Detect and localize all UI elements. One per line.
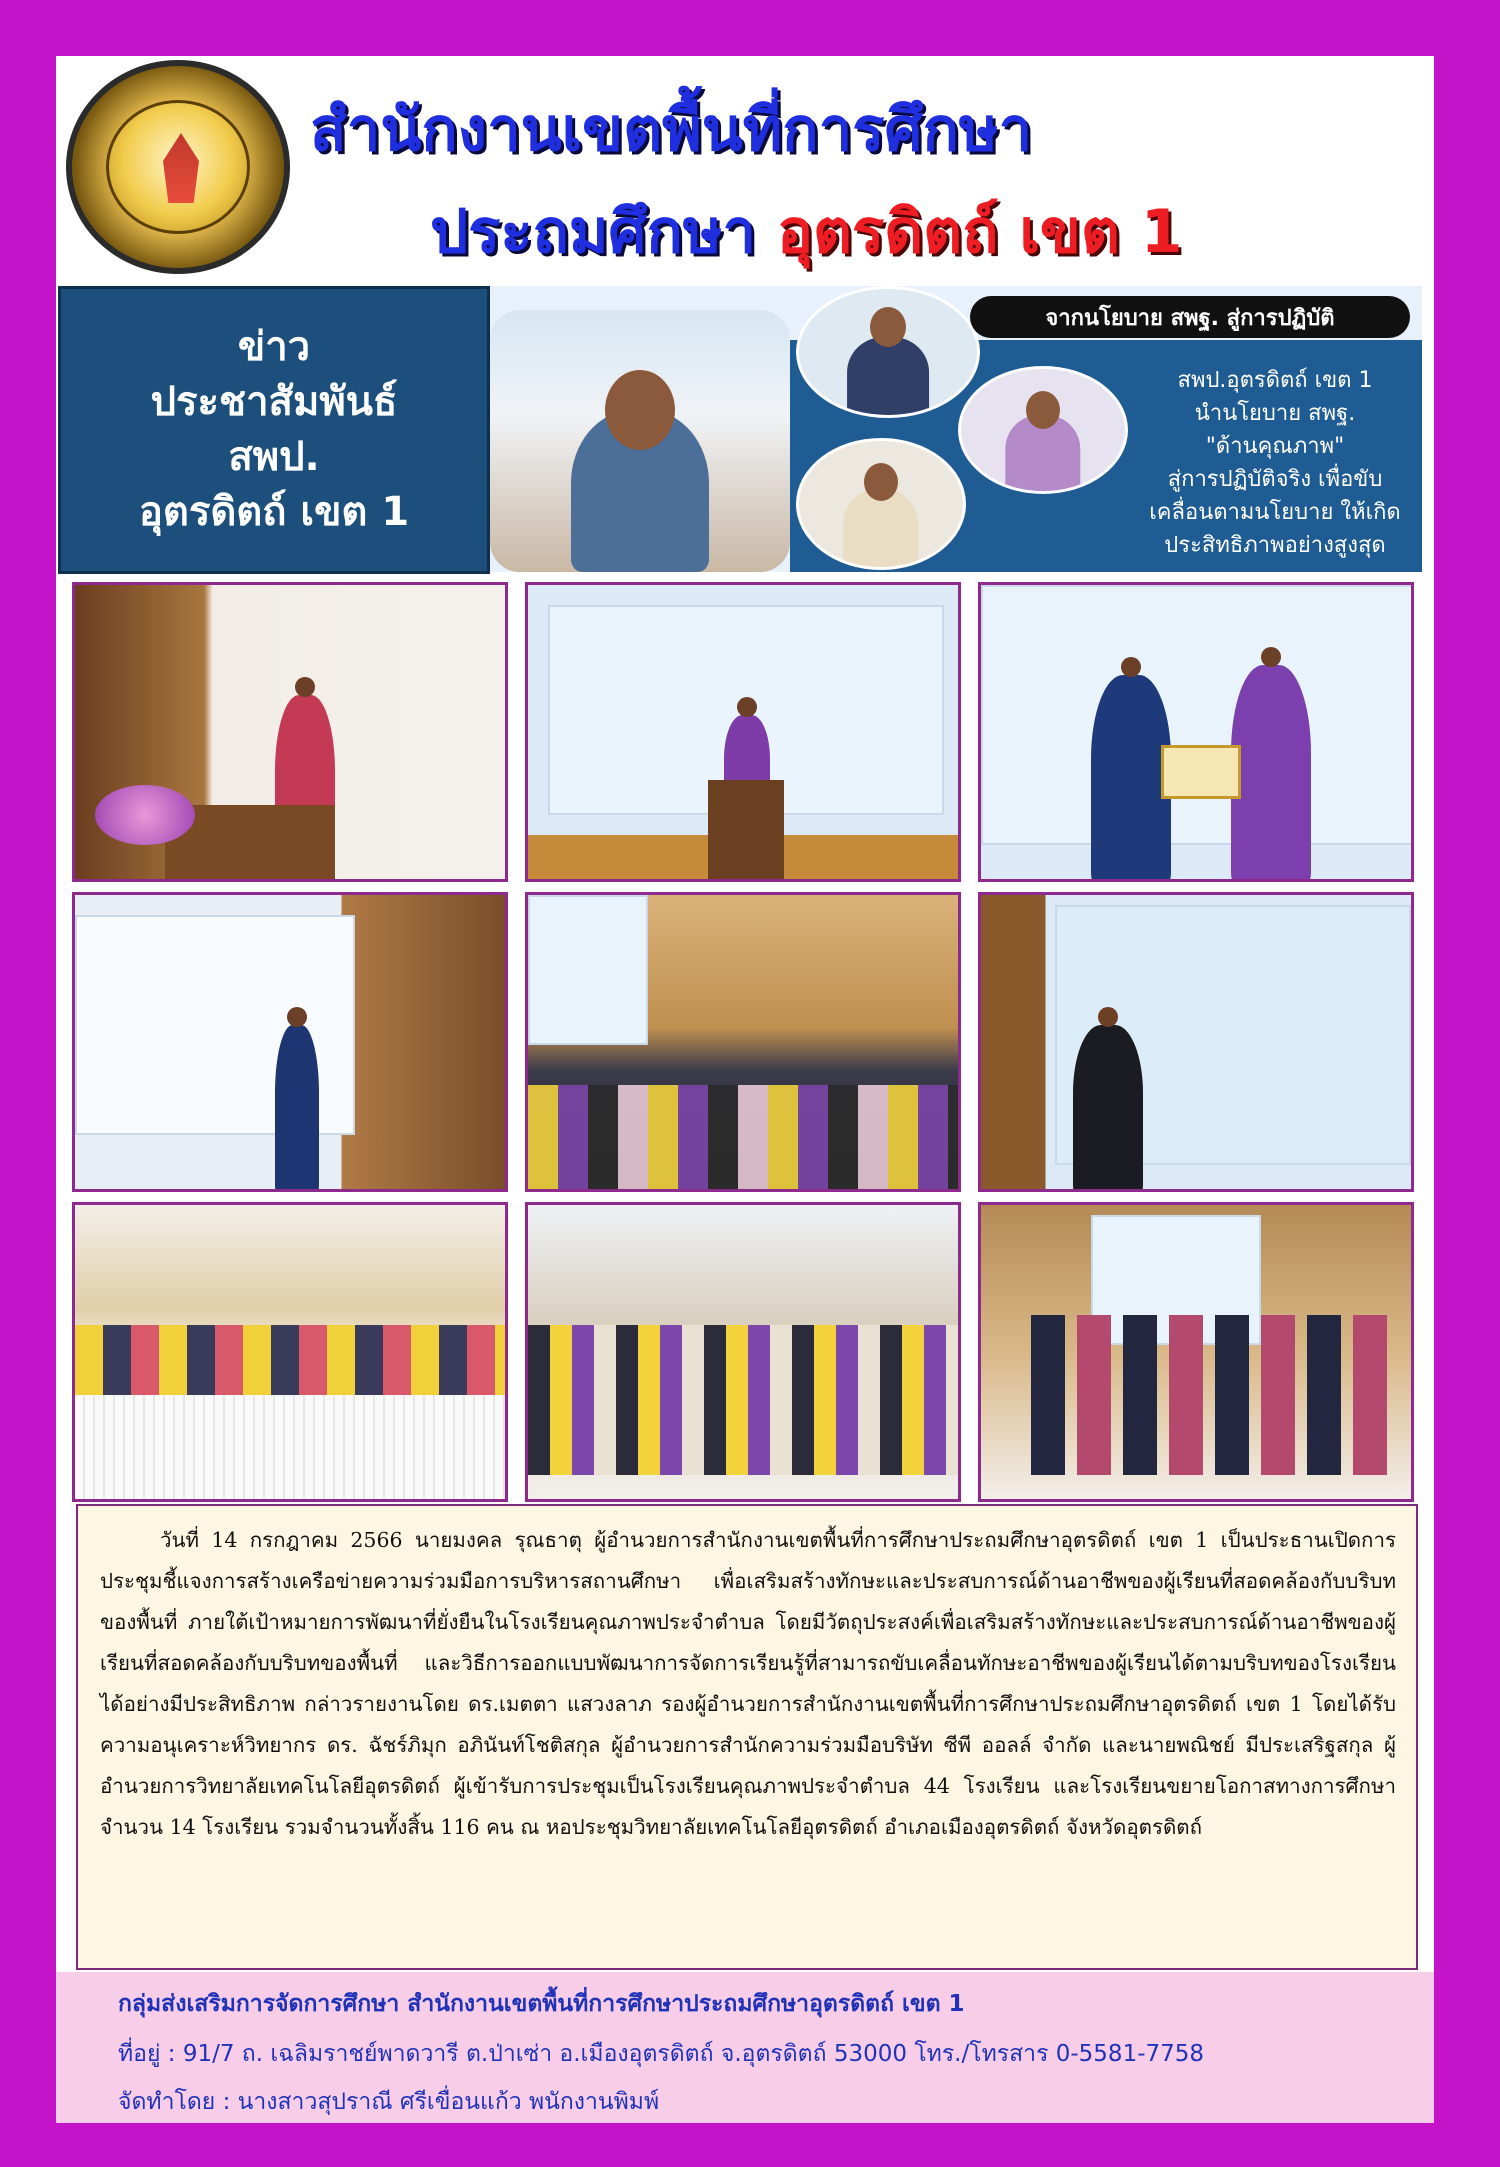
news-box-line-2: ประชาสัมพันธ์ — [150, 379, 398, 425]
director-head — [605, 370, 675, 450]
news-box-line-4: อุตรดิตถ์ เขต 1 — [138, 489, 410, 535]
news-box — [58, 286, 490, 574]
banner-line-2: นำนโยบาย สพฐ. — [1194, 401, 1356, 426]
photo-certificate — [978, 582, 1414, 882]
photo-stage-banner — [525, 582, 961, 882]
group-crowd — [528, 1325, 961, 1475]
cpall-speaker — [275, 1025, 319, 1192]
recipient-figure — [1091, 675, 1171, 882]
banner-line-6: ประสิทธิภาพอย่างสูงสุด — [1164, 533, 1386, 558]
footer-group: กลุ่มส่งเสริมการจัดการศึกษา สำนักงานเขตพื้นที่การศึกษาประถมศึกษาอุตรดิตถ์ เขต 1 — [118, 1991, 965, 2017]
banner-photo-woman-2 — [796, 438, 966, 570]
woman-1-head — [1026, 391, 1060, 429]
title-line-2-blue: ประถมศึกษา — [430, 197, 757, 267]
speaker-head — [870, 307, 906, 347]
footer-prepared-by: จัดทำโดย : นางสาวสุปราณี ศรีเขื่อนแก้ว พนักงานพิมพ์ — [118, 2089, 660, 2115]
photo-audience — [525, 892, 961, 1192]
footer-address: ที่อยู่ : 91/7 ถ. เฉลิมราชย์พาดวารี ต.ป่าเซ่า อ.เมืองอุตรดิตถ์ จ.อุตรดิตถ์ 53000 โทร./โทรสาร 0-5581-7758 — [118, 2041, 1205, 2067]
seal-emblem-icon — [163, 133, 199, 203]
presenter-figure — [1231, 665, 1311, 882]
banner-tagline: จากนโยบาย สพฐ. สู่การปฏิบัติ — [970, 296, 1410, 338]
news-box-line-1: ข่าว — [237, 324, 311, 370]
banner-photo-director — [490, 310, 790, 572]
presenter-figure — [1073, 1025, 1143, 1192]
photo-participants-table — [72, 1202, 508, 1502]
banner-photo-woman-1 — [958, 366, 1128, 494]
speaker-figure — [847, 337, 929, 415]
lectern — [708, 780, 784, 882]
seated-participants — [75, 1325, 508, 1395]
news-box-line-3: สพป. — [228, 434, 320, 480]
photo-cpall-presentation — [72, 892, 508, 1192]
tablecloth — [75, 1395, 508, 1502]
article-body: วันที่ 14 กรกฎาคม 2566 นายมงคล รุณธาตุ ผู้อำนวยการสำนักงานเขตพื้นที่การศึกษาประถมศึกษาอุตรดิตถ์ เขต 1 เป็นประธานเปิดการประชุมชี้แจงการสร้างเครือข่ายความร่วมมือการบริหารสถานศึกษา เพื่อเสริมสร้างทักษะและประสบการณ์ด้านอาชีพของผู้เรียนที่สอดคล้องกับบริบทของพื้นที่ ภายใต้เป้าหมายการพัฒนาที่ยั่งยืนในโรงเรียนคุณภาพประจำตำบล โดยมีวัตถุประสงค์เพื่อเสริมสร้างทักษะและประสบการณ์ด้านอาชีพของผู้เรียนที่สอดคล้องกับบริบทของพื้นที่ และวิธีการออกแบบพัฒนาการจัดการเรียนรู้ที่สามารถขับเคลื่อนทักษะอาชีพของผู้เรียนได้ตามบริบทของโรงเรียนได้อย่างมีประสิทธิภาพ กล่าวรายงานโดย ดร.เมตตา แสวงลาภ รองผู้อำนวยการสำนักงานเขตพื้นที่การศึกษาประถมศึกษาอุตรดิตถ์ เขต 1 โดยได้รับความอนุเคราะห์วิทยากร ดร. ฉัชร์ภิมุก อภินันท์โชติสกุล ผู้อำนวยการสำนักความร่วมมือบริษัท ซีพี ออลล์ จำกัด และนายพณิชย์ มีประเสริฐสกุล ผู้อำนวยการวิทยาลัยเทคโนโลยีอุตรดิตถ์ ผู้เข้ารับการประชุมเป็นโรงเรียนคุณภาพประจำตำบล 44 โรงเรียน และโรงเรียนขยายโอกาสทางการศึกษา จำนวน 14 โรงเรียน รวมจำนวนทั้งสิ้น 116 คน ณ หอประชุมวิทยาลัยเทคโนโลยีอุตรดิตถ์ อำเภอเมืองอุตรดิตถ์ จังหวัดอุตรดิตถ์ — [76, 1504, 1418, 1970]
photo-group-standing — [525, 1202, 961, 1502]
audience-crowd — [528, 1085, 961, 1192]
certificate — [1161, 745, 1241, 799]
award-group — [1031, 1315, 1391, 1475]
banner-line-3: "ด้านคุณภาพ" — [1205, 434, 1345, 459]
woman-2-head — [864, 463, 898, 501]
banner-line-5: เคลื่อนตามนโยบาย ให้เกิด — [1149, 500, 1401, 525]
banner-photo-speaker — [796, 286, 980, 418]
photo-group-award — [978, 1202, 1414, 1502]
banner-line-1: สพป.อุตรดิตถ์ เขต 1 — [1177, 368, 1373, 393]
flowers — [95, 785, 195, 845]
backdrop — [981, 585, 1414, 845]
title-line-2-red: อุตรดิตถ์ เขต 1 — [776, 197, 1183, 267]
title-line-1: สำนักงานเขตพื้นที่การศึกษา — [310, 95, 1033, 165]
banner-text — [1130, 364, 1420, 562]
seal-inner — [106, 100, 250, 234]
obec-seal-logo — [66, 60, 290, 274]
banner-line-4: สู่การปฏิบัติจริง เพื่อขับ — [1167, 467, 1383, 492]
photo-slide-presentation — [978, 892, 1414, 1192]
photo-mc-podium — [72, 582, 508, 882]
policy-banner — [490, 286, 1422, 572]
footer — [56, 1972, 1434, 2123]
title-line-2 — [430, 184, 1182, 279]
audience-screen — [528, 895, 648, 1045]
